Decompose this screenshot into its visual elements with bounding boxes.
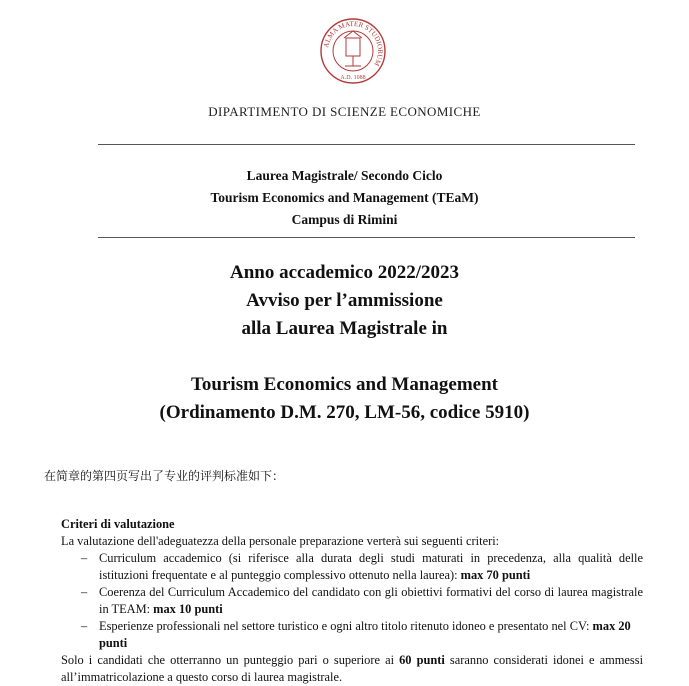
degree-title: alla Laurea Magistrale in	[241, 318, 448, 339]
criteria-intro: La valutazione dell'adeguatezza della personale preparazione verterà sui seguenti criteri:	[61, 534, 500, 548]
criteria-heading: Criteri di valutazione	[61, 517, 175, 531]
criterion-item	[61, 550, 643, 584]
evaluation-criteria-section	[61, 516, 643, 686]
admission-threshold-note	[61, 652, 643, 686]
closing-text-start: Solo i candidati che otterranno un punteggio pari o superiore ai	[61, 653, 400, 667]
divider-bottom	[98, 237, 635, 238]
notice-title: Avviso per l’ammissione	[246, 290, 443, 311]
course-title: Tourism Economics and Management	[190, 374, 498, 395]
criteria-list	[61, 550, 643, 652]
criterion-text: Coerenza del Curriculum Accademico del candidato con gli obiettivi formativi del corso di laurea magistrale in TEAM:	[99, 585, 643, 616]
closing-text-end: saranno considerati idonei e ammessi all’immatricolazione a questo corso di laurea magistrale.	[61, 653, 644, 684]
divider-top	[98, 144, 635, 145]
chinese-note: 在简章的第四页写出了专业的评判标准如下：	[44, 469, 285, 483]
course-code: (Ordinamento D.M. 270, LM-56, codice 5910)	[159, 402, 530, 423]
criterion-points: max 10 punti	[153, 602, 223, 616]
criterion-text: Esperienze professionali nel settore turistico e ogni altro titolo ritenuto idoneo e presentato nel CV:	[99, 619, 593, 633]
program-name: Tourism Economics and Management (TEaM)	[210, 190, 479, 205]
criterion-points: max 20 punti	[99, 619, 631, 650]
seal-ring-text: ALMA MATER STUDIORUM	[322, 19, 385, 68]
criterion-text: Curriculum accademico (si riferisce alla durata degli studi maturati in precedenza, alla qualità delle istituzioni frequentate e al punteggio complessivo ottenuto nella laurea):	[99, 551, 643, 582]
criterion-item	[61, 618, 643, 652]
criterion-points: max 70 punti	[460, 568, 531, 582]
bullet-dash: –	[81, 619, 88, 633]
university-seal-logo	[318, 16, 388, 92]
department-name: DIPARTIMENTO DI SCIENZE ECONOMICHE	[208, 104, 481, 119]
academic-year-title: Anno accademico 2022/2023	[229, 262, 460, 283]
criterion-item	[61, 584, 643, 618]
threshold-points: 60 punti	[399, 653, 445, 667]
bullet-dash: –	[81, 551, 88, 565]
campus-name: Campus di Rimini	[291, 212, 398, 227]
bullet-dash: –	[81, 585, 88, 599]
seal-graphic	[318, 16, 388, 92]
degree-level: Laurea Magistrale/ Secondo Ciclo	[246, 168, 443, 183]
seal-year: A.D. 1088	[340, 75, 366, 81]
